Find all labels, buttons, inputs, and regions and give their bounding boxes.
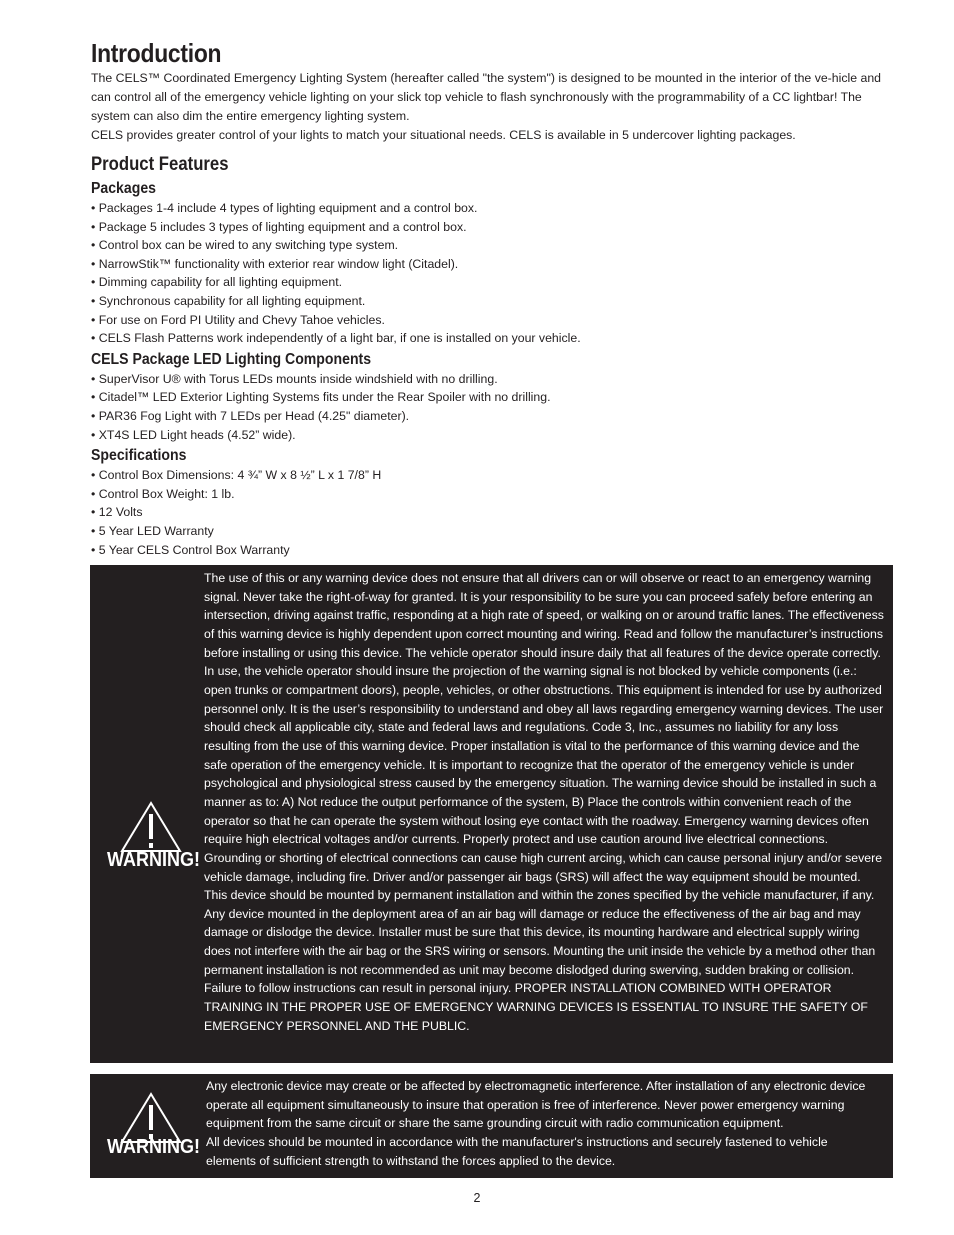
components-list (91, 370, 894, 444)
warning-text (204, 569, 884, 1035)
list-item: • PAR36 Fog Light with 7 LEDs per Head (4.25" diameter). (91, 407, 894, 426)
list-item: • Dimming capability for all lighting equipment. (91, 273, 894, 292)
list-item: • SuperVisor U® with Torus LEDs mounts inside windshield with no drilling. (91, 370, 894, 389)
warning-paragraph: The use of this or any warning device does not ensure that all drivers can or will observe or react to an emergency warning signal. Never take the right-of-way for granted. It is your responsibility to be sure you can proceed safely before entering an intersection, driving against traffic, responding at a high rate of speed, or walking on or around traffic lanes. The effectiveness of this warning device is highly dependent upon correct mounting and wiring. Read and follow the manufacturer’s instructions before installing or using this device. The vehicle operator should insure daily that all features of the device operate correctly. In use, the vehicle operator should insure the projection of the warning signal is not blocked by vehicle components (i.e.: open trunks or compartment doors), people, vehicles, or other obstructions. This equipment is intended for use by authorized personnel only. It is the user’s responsibility to understand and obey all laws regarding emergency warning devices. The user should check all applicable city, state and federal laws and regulations. Code 3, Inc., assumes no liability for any loss resulting from the use of this warning device. Proper installation is vital to the performance of this warning device and the safe operation of the emergency vehicle. It is important to recognize that the operator of the emergency vehicle is under psychological and physiological stress caused by the emergency situation. The warning device should be installed in such a manner as to: A) Not reduce the output performance of the system, B) Place the controls within convenient reach of the operator so that he can operate the system without losing eye contact with the roadway. Emergency warning devices often require high electrical voltages and/or currents. Properly protect and use caution around live electrical connections. Grounding or shorting of electrical connections can cause high current arcing, which can cause personal injury and/or severe vehicle damage, including fire. Driver and/or passenger air bags (SRS) will affect the way equipment should be mounted. This device should be mounted by permanent installation and within the zones specified by the vehicle manufacturer, if any. Any device mounted in the deployment area of an air bag will damage or reduce the effectiveness of the air bag and may damage or dislodge the device. Installer must be sure that this device, its mounting hardware and electrical supply wiring does not interfere with the air bag or the SRS wiring or sensors. Mounting the unit inside the vehicle by a method other than permanent installation is not recommended as unit may become dislodged during swerving, sudden braking or collision. Failure to follow instructions can result in personal injury. PROPER INSTALLATION COMBINED WITH OPERATOR TRAINING IN THE PROPER USE OF EMERGENCY WARNING DEVICES IS ESSENTIAL TO INSURE THE SAFETY OF EMERGENCY PERSONNEL AND THE PUBLIC. (204, 571, 884, 1033)
warning-box-general (90, 565, 893, 1063)
list-item: • 12 Volts (91, 503, 894, 522)
specifications-heading: Specifications (91, 447, 187, 465)
warning-paragraph-2: All devices should be mounted in accordance with the manufacturer's instructions and securely fastened to vehicle elements of sufficient strength to withstand the forces applied to the device. (206, 1134, 828, 1168)
list-item: • Packages 1-4 include 4 types of lighting equipment and a control box. (91, 199, 894, 218)
list-item: • Control Box Weight: 1 lb. (91, 485, 894, 504)
page-title: Introduction (91, 38, 222, 68)
intro-paragraph-1: The CELS™ Coordinated Emergency Lighting System (hereafter called "the system") is designed to be mounted in the interior of the ve-hicle and can control all of the emergency vehicle lighting on your slick top vehicle to flash synchronously with the programmability of a CC lightbar! The system can also dim the entire emergency lighting system. (91, 71, 881, 123)
warning-box-emi (90, 1074, 893, 1178)
intro-section (91, 69, 894, 145)
list-item: • XT4S LED Light heads (4.52” wide). (91, 426, 894, 445)
page-number: 2 (473, 1191, 481, 1205)
warning-text (206, 1077, 878, 1170)
list-item: • For use on Ford PI Utility and Chevy Tahoe vehicles. (91, 311, 894, 330)
warning-label: WARNING! (107, 1136, 200, 1158)
warning-triangle-icon (120, 801, 182, 853)
list-item: • NarrowStik™ functionality with exterior rear window light (Citadel). (91, 255, 894, 274)
list-item: • Package 5 includes 3 types of lighting equipment and a control box. (91, 218, 894, 237)
list-item: • CELS Flash Patterns work independently of a light bar, if one is installed on your vehicle. (91, 329, 894, 348)
warning-paragraph-1: Any electronic device may create or be affected by electromagnetic interference. After installation of any electronic device operate all equipment simultaneously to insure that operation is free of interference. Never power emergency warning equipment from the same circuit or share the same grounding circuit with radio communication equipment. (206, 1079, 866, 1131)
list-item: • Control Box Dimensions: 4 ¾” W x 8 ½” L x 1 7/8” H (91, 466, 894, 485)
list-item: • Synchronous capability for all lighting equipment. (91, 292, 894, 311)
product-features-heading: Product Features (91, 154, 229, 175)
components-heading: CELS Package LED Lighting Components (91, 350, 372, 368)
packages-list (91, 199, 894, 348)
page-content (91, 38, 894, 559)
list-item: • Citadel™ LED Exterior Lighting Systems fits under the Rear Spoiler with no drilling. (91, 388, 894, 407)
packages-heading: Packages (91, 180, 156, 197)
list-item: • Control box can be wired to any switching type system. (91, 236, 894, 255)
intro-paragraph-2: CELS provides greater control of your lights to match your situational needs. CELS is available in 5 undercover lighting packages. (91, 128, 796, 142)
list-item: • 5 Year CELS Control Box Warranty (91, 541, 894, 560)
list-item: • 5 Year LED Warranty (91, 522, 894, 541)
specifications-list (91, 466, 894, 559)
warning-label: WARNING! (107, 849, 200, 871)
